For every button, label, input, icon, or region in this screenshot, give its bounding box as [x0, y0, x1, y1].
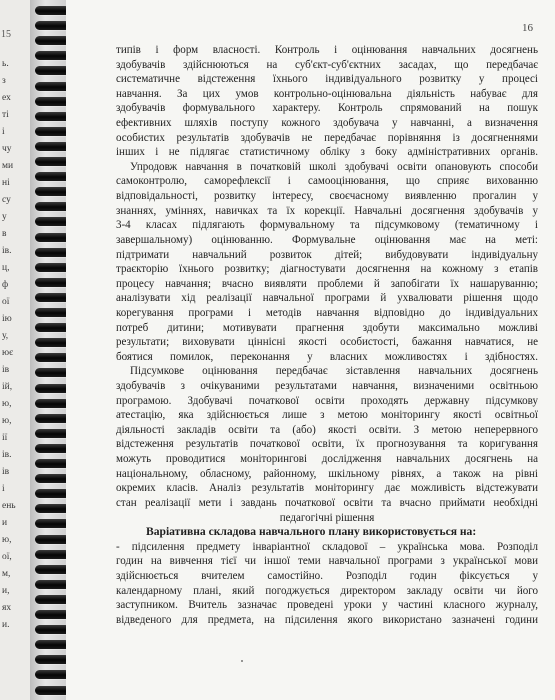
text-line: заступником. Вчитель зазначає проведені уроки у частині класного журналу, [116, 599, 538, 612]
previous-page-edge [0, 0, 34, 700]
binding-coil [35, 368, 67, 377]
page-body-text [116, 43, 538, 627]
text-line: стан реалізації мети і завдань початкової освіти та вчасно приймати необхідні [116, 496, 538, 509]
text-line: боятися помилок, переконання у власних можливостях і здібностях. [116, 350, 538, 363]
text-line: завершальному) оцінюванню. Формувальне оцінювання має на меті: [116, 233, 538, 246]
text-line: відповідальності, розвитку інтересу, своєчасному виявленню прогалин у [116, 190, 538, 203]
previous-page-fragment: ні [2, 178, 10, 188]
text-line: здійснюється вчителем самостійно. Розподіл годин фіксується у [116, 569, 538, 582]
binding-coil [35, 263, 67, 272]
text-line: навчання. За цих умов контрольно-оцінювальна діяльність набуває для [116, 87, 538, 100]
previous-page-fragment: i [2, 484, 5, 494]
text-line: здобувачів формувального характеру. Контроль спрямований на пошук [116, 102, 538, 115]
binding-coil [35, 51, 67, 60]
previous-page-fragment: и. [2, 620, 10, 630]
text-line: відстеження результатів початкової освіти, їх прогнозування та коригування [116, 438, 538, 451]
previous-page-fragment: ю, [2, 416, 12, 426]
binding-coil [35, 278, 67, 287]
previous-page-fragment: и [2, 518, 8, 528]
binding-coil [35, 36, 67, 45]
binding-coil [35, 112, 67, 121]
text-line: годин на вивчення тієї чи іншої теми навчальної програми з української мови [116, 555, 538, 568]
previous-page-fragment: ц, [2, 263, 10, 273]
binding-coil [35, 504, 67, 513]
previous-page-fragment: у [2, 212, 7, 222]
binding-coil [35, 565, 67, 574]
previous-page-fragment: чу [2, 144, 12, 154]
text-line: 3-4 класах підлягають формувальному та підсумковому (тематичному і [116, 219, 538, 232]
previous-page-fragment: в [2, 229, 7, 239]
binding-coil [35, 293, 67, 302]
previous-page-fragment: ої, [2, 552, 12, 562]
previous-page-fragment: ів. [2, 450, 12, 460]
binding-coil [35, 610, 67, 619]
previous-page-fragment: ень [2, 501, 16, 511]
text-line: корегування програми і методів навчання відповідно до індивідуальних [116, 306, 538, 319]
previous-page-fragment: м, [2, 569, 11, 579]
binding-coil [35, 414, 67, 423]
previous-page-fragment: ів. [2, 246, 12, 256]
text-line: ефективних шляхів поступу кожного здобувача у навчанні, а визначення [116, 117, 538, 130]
binding-coil [35, 172, 67, 181]
text-line: Підсумкове оцінювання передбачає зіставлення навчальних досягнень [130, 365, 538, 378]
binding-coil [35, 670, 67, 679]
binding-coil [35, 580, 67, 589]
text-line: діяльності закладів освіти та (або) якості освіти. З метою неперервного [116, 423, 538, 436]
document-page [66, 0, 555, 700]
previous-page-fragment: и, [2, 586, 10, 596]
binding-coil [35, 384, 67, 393]
text-line: самоконтролю, саморефлексії і самооцінювання, що сприяє вихованню [116, 175, 538, 188]
text-line: типів і форм власності. Контроль і оцінювання навчальних досягнень [116, 44, 538, 56]
binding-coil [35, 82, 67, 91]
binding-coil [35, 157, 67, 166]
text-line: підтримати навчальний розвиток дітей; вибудовувати індивідуальну [116, 248, 538, 261]
binding-coil [35, 66, 67, 75]
binding-coil [35, 550, 67, 559]
binding-coil [35, 323, 67, 332]
text-line: атестацію, яка здійснюється лише з метою моніторингу якості освітньої [116, 409, 538, 422]
text-line: особистих результатів здобувачів не передбачає порівняння із досягненнями [116, 131, 538, 144]
previous-page-fragment: з [2, 76, 6, 86]
previous-page-fragment: ь. [2, 59, 9, 69]
previous-page-fragment: ів [2, 365, 10, 375]
binding-coil [35, 686, 67, 695]
section-heading: Варіативна складова навчального плану використовується на: [146, 525, 477, 539]
spiral-binding [30, 0, 68, 700]
text-line: траєкторію їхнього розвитку; діагностувати досягнення на кожному з етапів [116, 263, 538, 276]
binding-coil [35, 655, 67, 664]
previous-page-fragment: ми [2, 161, 14, 171]
text-line: Упродовж навчання в початковій школі здобувачі освіти опановують способи [130, 160, 538, 173]
page-number: 16 [522, 22, 533, 34]
previous-page-fragment: ю, [2, 399, 12, 409]
previous-page-fragment: i [2, 127, 5, 137]
binding-coil [35, 308, 67, 317]
text-line: потреб дитини; мотивувати прагнення здобути максимально можливі [116, 321, 538, 334]
previous-page-fragment: ю, [2, 535, 12, 545]
text-line: програмою. Здобувачі початкової освіти проходять державну підсумкову [116, 394, 538, 407]
binding-coil [35, 338, 67, 347]
binding-coil [35, 6, 67, 15]
binding-coil [35, 142, 67, 151]
binding-coil [35, 535, 67, 544]
text-line: систематичне відстеження їхнього індивідуального розвитку у процесі [116, 73, 538, 86]
scan-speck [241, 660, 243, 662]
binding-coil [35, 474, 67, 483]
text-line: можуть проводитися моніторингові дослідження навчальних досягнень на [116, 453, 538, 466]
text-line: інших і не підлягає статистичному обліку з боку адміністративних органів. [116, 146, 538, 159]
text-line: аналізувати хід реалізації навчальної програми й ухвалювати рішення щодо [116, 292, 538, 305]
previous-page-fragment: ої [2, 297, 10, 307]
previous-page-fragment: ій, [2, 382, 13, 392]
binding-coil [35, 625, 67, 634]
binding-coil [35, 429, 67, 438]
binding-coil [35, 595, 67, 604]
binding-coil [35, 519, 67, 528]
binding-coil [35, 187, 67, 196]
binding-coil [35, 202, 67, 211]
text-line: процесу навчання; вчасно виявляти проблеми й запобігати їх нашаруванню; [116, 277, 538, 290]
binding-coil [35, 127, 67, 136]
text-line: здобувачів здійснюються на суб'єкт-суб'єктних засадах, що передбачає [116, 58, 538, 71]
binding-coil [35, 399, 67, 408]
previous-page-fragment: ії [2, 433, 8, 443]
text-line: національному, обласному, районному, шкільному рівнях, а також на рівні [116, 467, 538, 480]
previous-page-fragment: ф [2, 280, 9, 290]
binding-coil [35, 21, 67, 30]
text-line: окремих класів. Аналіз результатів моніторингу дає можливість відстежувати [116, 482, 538, 495]
binding-coil [35, 353, 67, 362]
binding-coil [35, 233, 67, 242]
binding-coil [35, 97, 67, 106]
text-line: відведеного для предмета, на підсилення якого використано зазначені години [116, 613, 538, 626]
previous-page-fragment: ях [2, 603, 12, 613]
text-line: результати; виховувати ціннісні якості особистості, бажання навчатися, не [116, 336, 538, 349]
previous-page-fragment: су [2, 195, 11, 205]
binding-coil [35, 444, 67, 453]
previous-page-number: 15 [1, 29, 11, 40]
text-line: - підсилення предмету інваріантної складової – українська мова. Розподіл [116, 540, 538, 553]
binding-coil [35, 489, 67, 498]
text-line: здобувачів з очікуваними результатами навчання, визначеними освітньою [116, 380, 538, 393]
binding-coil [35, 217, 67, 226]
previous-page-fragment: ті [2, 110, 9, 120]
text-line: знаннях, уміннях, навичках та їх корекції. Навчальні досягнення здобувачів у [116, 204, 538, 217]
binding-coil [35, 640, 67, 649]
previous-page-fragment: ює [2, 348, 14, 358]
previous-page-fragment: ех [2, 93, 11, 103]
previous-page-fragment: ію [2, 314, 12, 324]
binding-coil [35, 459, 67, 468]
text-line: календарному плані, який погоджується директором закладу освіти чи його [116, 584, 538, 597]
binding-coil [35, 248, 67, 257]
previous-page-fragment: ів [2, 467, 10, 477]
text-line: педагогічні рішення [279, 511, 375, 524]
previous-page-fragment: у, [2, 331, 9, 341]
